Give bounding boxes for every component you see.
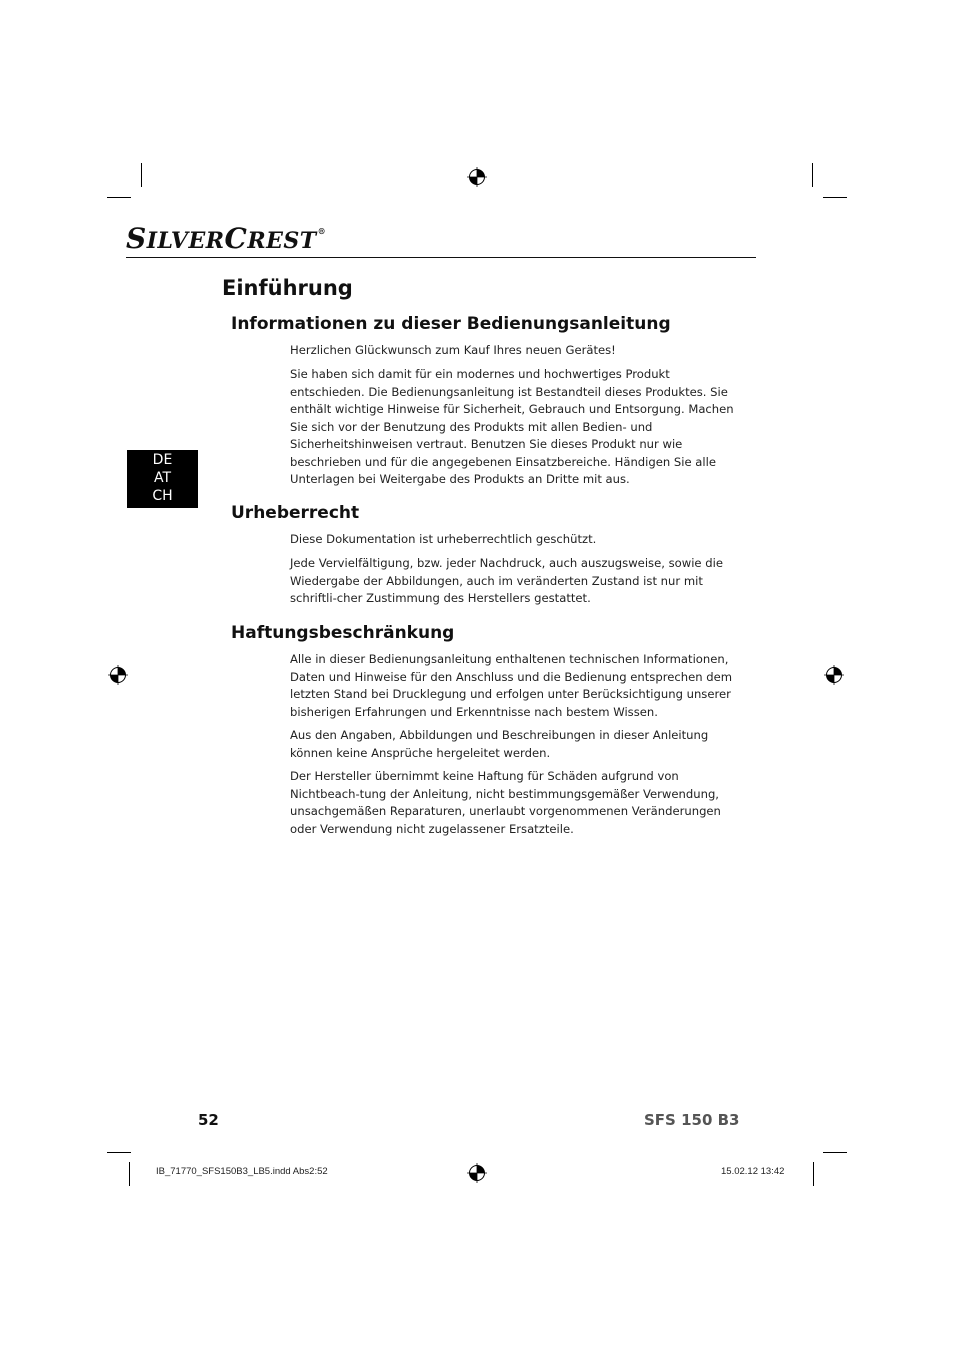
model-number: SFS 150 B3 [644,1111,740,1129]
paragraph: Diese Dokumentation ist urheberrechtlich geschützt. [290,532,597,546]
registration-mark-icon [108,665,128,685]
paragraph: Aus den Angaben, Abbildungen und Beschreibungen in dieser Anleitung können keine Ansprüche hergeleitet werden. [290,728,709,760]
page-number: 52 [198,1111,219,1129]
print-slug-datetime: 15.02.12 13:42 [721,1166,785,1177]
crop-mark [812,163,813,187]
paragraph: Sie haben sich damit für ein modernes und hochwertiges Produkt entschieden. Die Bedienungsanleitung ist Bestandteil dieses Produktes. Sie enthält wichtige Hinweise für Sicherheit, Gebrauch und Entsorgung. Machen Sie sich vor der Benutzung des Produkts mit allen Bedien- und Sicherheitshinweisen vertraut. Benutzen Sie dieses Produkt nur wie beschrieben und für die angegebenen Einsatzbereiche. Händigen Sie alle Unterlagen bei Weitergabe des Produkts an Dritte mit aus. [290,367,734,486]
crop-mark [141,163,142,187]
crop-mark [823,197,847,198]
language-code: AT [153,470,172,486]
crop-mark [107,1152,131,1153]
silvercrest-logo: SILVERCREST® [126,222,327,255]
language-tab [127,450,198,508]
section-heading: Haftungsbeschränkung [231,623,455,643]
page-title: Einführung [222,276,353,300]
paragraph: Alle in dieser Bedienungsanleitung enthaltenen technischen Informationen, Daten und Hinweise für den Anschluss und die Bedienung entsprechen dem letzten Stand bei Drucklegung und erfolgen unter Berücksichtigung unserer bisherigen Erfahrungen und Erkenntnisse nach bestem Wissen. [290,652,733,719]
paragraph: Herzlichen Glückwunsch zum Kauf Ihres neuen Gerätes! [290,343,616,357]
crop-mark [823,1152,847,1153]
registration-mark-icon [467,167,487,187]
header-rule [126,257,756,258]
crop-mark [107,197,131,198]
language-code: DE [152,452,173,468]
registration-mark-icon [467,1163,487,1183]
paragraph: Jede Vervielfältigung, bzw. jeder Nachdruck, auch auszugsweise, sowie die Wiedergabe der Abbildungen, auch im veränderten Zustand ist nur mit schriftli-cher Zustimmung des Herstellers gestattet. [290,556,723,605]
print-slug-file: IB_71770_SFS150B3_LB5.indd Abs2:52 [156,1166,328,1177]
crop-mark [129,1162,130,1186]
registration-mark-icon [824,665,844,685]
section-heading: Informationen zu dieser Bedienungsanleitung [231,314,671,334]
section-heading: Urheberrecht [231,503,360,523]
crop-mark [813,1162,814,1186]
language-code: CH [152,488,173,504]
paragraph: Der Hersteller übernimmt keine Haftung für Schäden aufgrund von Nichtbeach-tung der Anleitung, nicht bestimmungsgemäßer Verwendung, unsachgemäßen Reparaturen, unerlaubt vorgenommenen Veränderungen oder Verwendung nicht zugelassener Ersatzteile. [290,769,721,836]
